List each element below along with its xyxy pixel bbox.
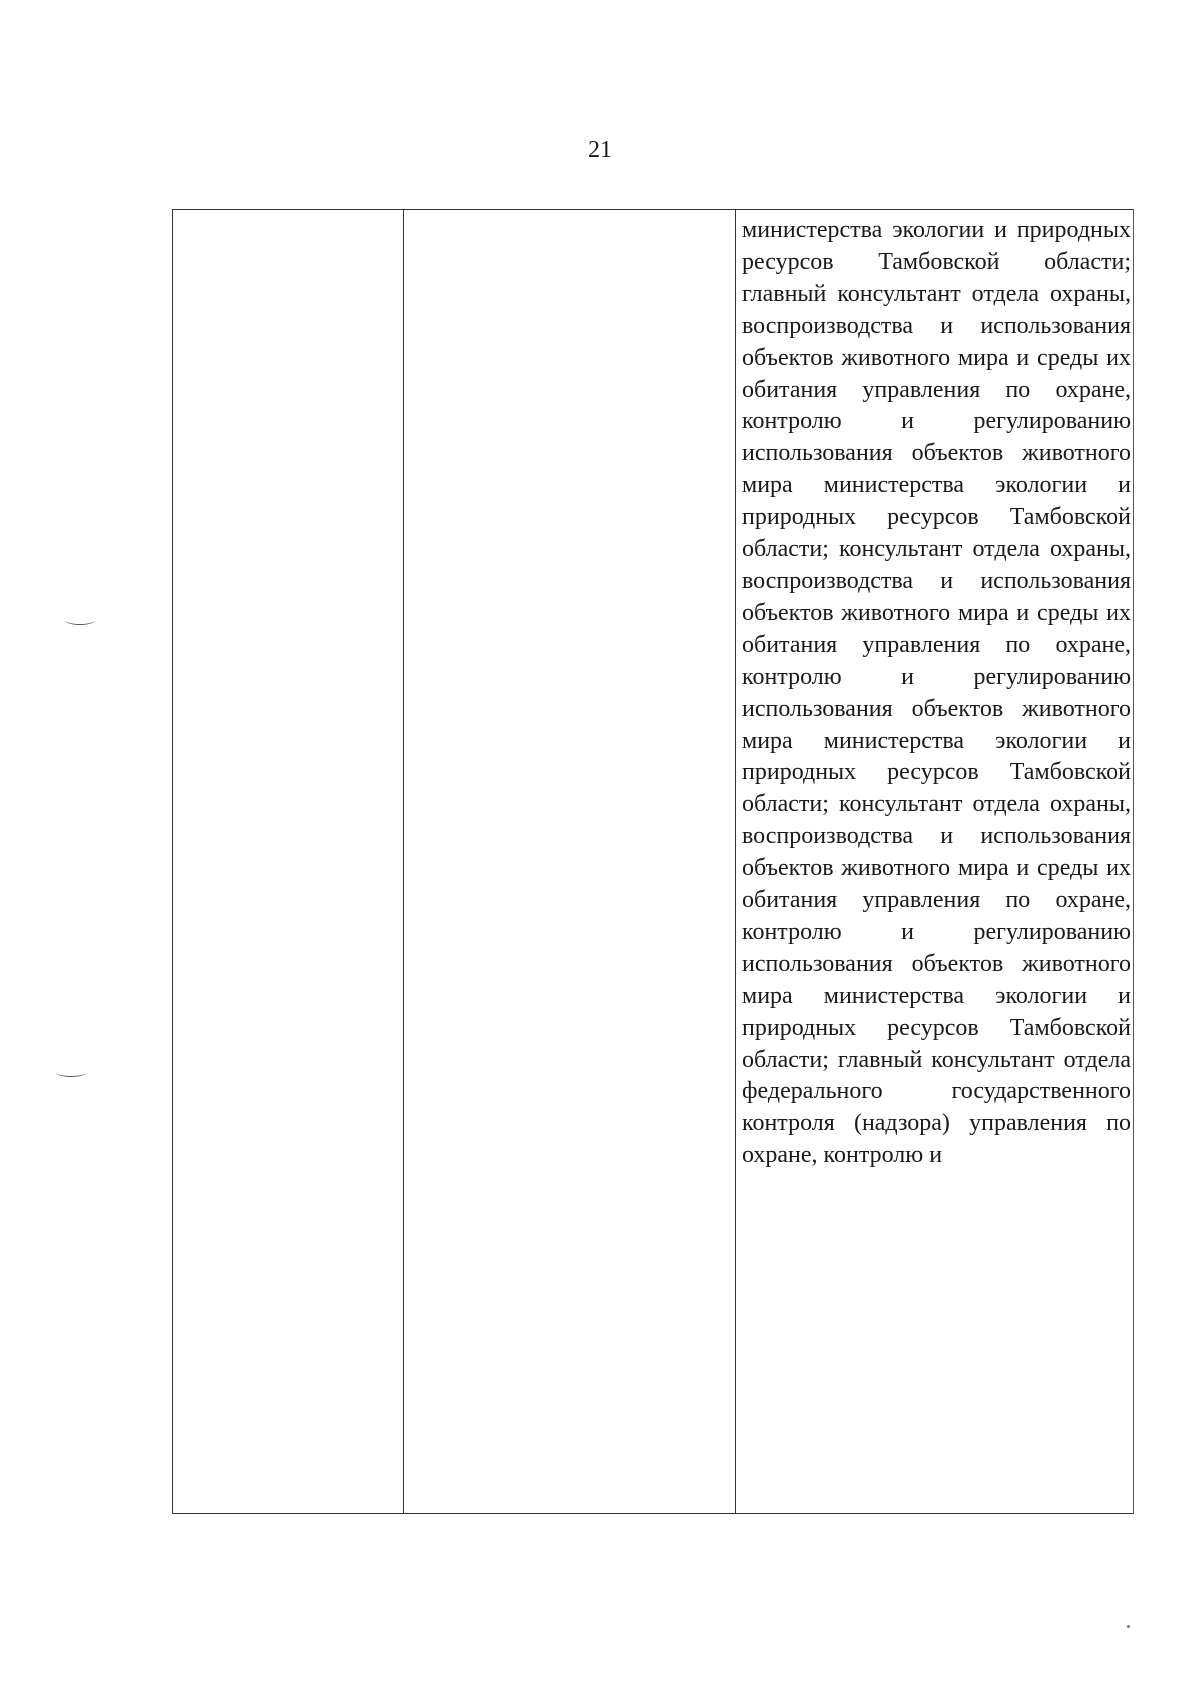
page-number: 21 <box>588 137 612 163</box>
binder-hole-mark-top <box>65 616 95 625</box>
document-table <box>172 209 1134 1514</box>
table-cell-column-1 <box>173 210 404 1513</box>
table-cell-column-2 <box>404 210 736 1513</box>
binder-hole-mark-bottom <box>56 1068 86 1077</box>
officials-list-text: министерства экологии и природных ресурсов Тамбовской области; главный консультант отдела охраны, воспроизводства и использования объектов животного мира и среды их обитания управления по охране, контролю и регулированию использования объектов животного мира министерства экологии и природных ресурсов Тамбовской области; консультант отдела охраны, воспроизводства и использования объектов животного мира и среды их обитания управления по охране, контролю и регулированию использования объектов животного мира министерства экологии и природных ресурсов Тамбовской области; консультант отдела охраны, воспроизводства и использования объектов животного мира и среды их обитания управления по охране, контролю и регулированию использования объектов животного мира министерства экологии и природных ресурсов Тамбовской области; главный консультант отдела федерального государственного контроля (надзора) управления по охране, контролю и <box>742 217 1131 1169</box>
table-cell-column-3 <box>736 210 1133 1513</box>
scan-dot <box>1127 1625 1130 1628</box>
